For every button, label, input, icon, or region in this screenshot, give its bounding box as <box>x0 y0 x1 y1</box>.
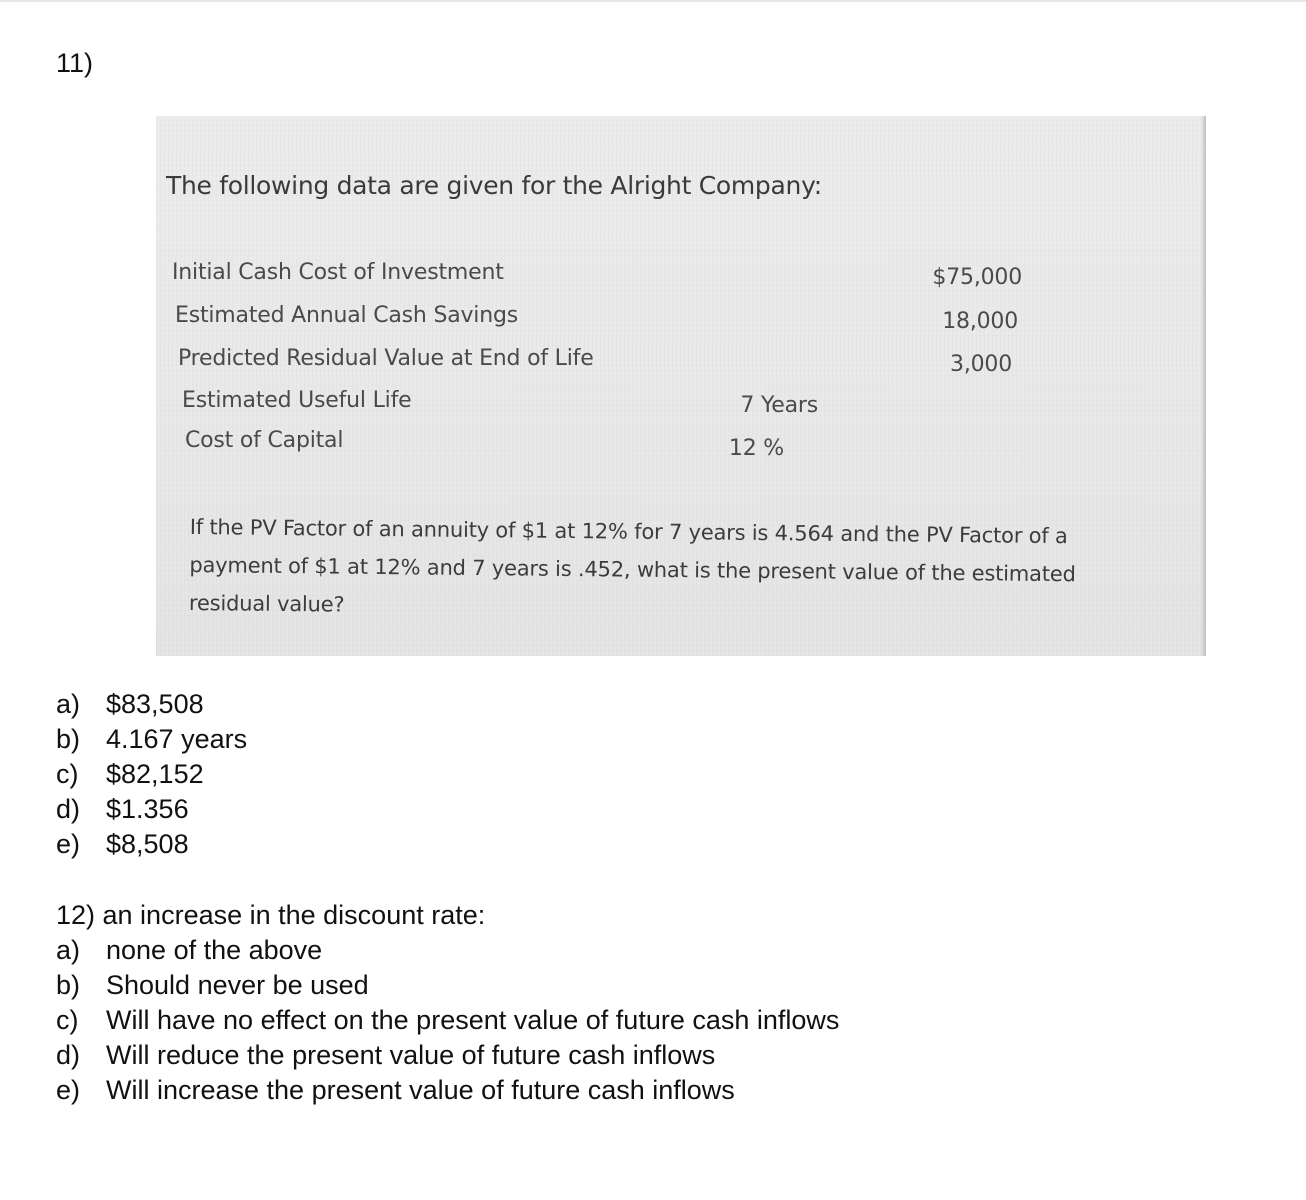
question-12-options <box>56 933 839 1108</box>
option-text: Will increase the present value of future cash inflows <box>106 1075 735 1105</box>
option-letter: b) <box>56 970 81 1000</box>
row-label-useful-life: Estimated Useful Life <box>182 388 412 413</box>
question-line: residual value? <box>188 590 345 617</box>
option-text: 4.167 years <box>106 724 248 754</box>
row-value-useful-life: 7 Years <box>740 393 818 418</box>
option-letter: a) <box>56 935 81 965</box>
option-text: $8,508 <box>106 829 189 859</box>
option-text: Will reduce the present value of future cash inflows <box>106 1040 716 1070</box>
option-d[interactable] <box>56 1038 839 1073</box>
option-letter: d) <box>56 1040 81 1070</box>
option-e[interactable] <box>56 827 247 862</box>
option-a[interactable] <box>56 687 247 722</box>
option-c[interactable] <box>56 1003 839 1038</box>
option-text: none of the above <box>106 935 323 965</box>
question-11-number: 11) <box>56 48 94 78</box>
photo-edge-shadow <box>1201 116 1206 656</box>
row-value-initial-cost: $75,000 <box>932 265 1022 290</box>
row-value-residual-value: 3,000 <box>950 352 1012 377</box>
option-a[interactable] <box>56 933 839 968</box>
option-text: $82,152 <box>106 759 204 789</box>
option-letter: d) <box>56 794 81 824</box>
option-letter: e) <box>56 1075 81 1105</box>
question-line: If the PV Factor of an annuity of $1 at 12% for 7 years is 4.564 and the PV Factor of a <box>189 514 1068 549</box>
option-d[interactable] <box>56 792 247 827</box>
option-c[interactable] <box>56 757 247 792</box>
option-letter: e) <box>56 829 81 859</box>
question-11-options <box>56 687 247 862</box>
option-letter: c) <box>56 1005 79 1035</box>
option-b[interactable] <box>56 968 839 1003</box>
photo-title: The following data are given for the Alright Company: <box>166 171 822 200</box>
row-label-annual-savings: Estimated Annual Cash Savings <box>175 303 518 328</box>
photo-question-text <box>189 508 1190 632</box>
option-letter: b) <box>56 724 81 754</box>
option-e[interactable] <box>56 1073 839 1108</box>
row-label-initial-cost: Initial Cash Cost of Investment <box>172 260 504 285</box>
option-text: $1.356 <box>106 794 189 824</box>
question-12-header: 12) an increase in the discount rate: <box>56 900 486 930</box>
row-value-annual-savings: 18,000 <box>942 309 1018 334</box>
option-text: $83,508 <box>106 689 204 719</box>
option-text: Will have no effect on the present value of future cash inflows <box>106 1005 840 1035</box>
option-text: Should never be used <box>106 970 369 1000</box>
row-value-cost-of-capital: 12 % <box>728 436 784 461</box>
option-b[interactable] <box>56 722 247 757</box>
option-letter: a) <box>56 689 81 719</box>
question-11-photo <box>156 116 1206 656</box>
top-divider <box>0 0 1306 2</box>
question-line: payment of $1 at 12% and 7 years is .452, what is the present value of the estimated <box>189 552 1076 587</box>
row-label-residual-value: Predicted Residual Value at End of Life <box>178 346 594 371</box>
row-label-cost-of-capital: Cost of Capital <box>185 428 344 453</box>
option-letter: c) <box>56 759 79 789</box>
